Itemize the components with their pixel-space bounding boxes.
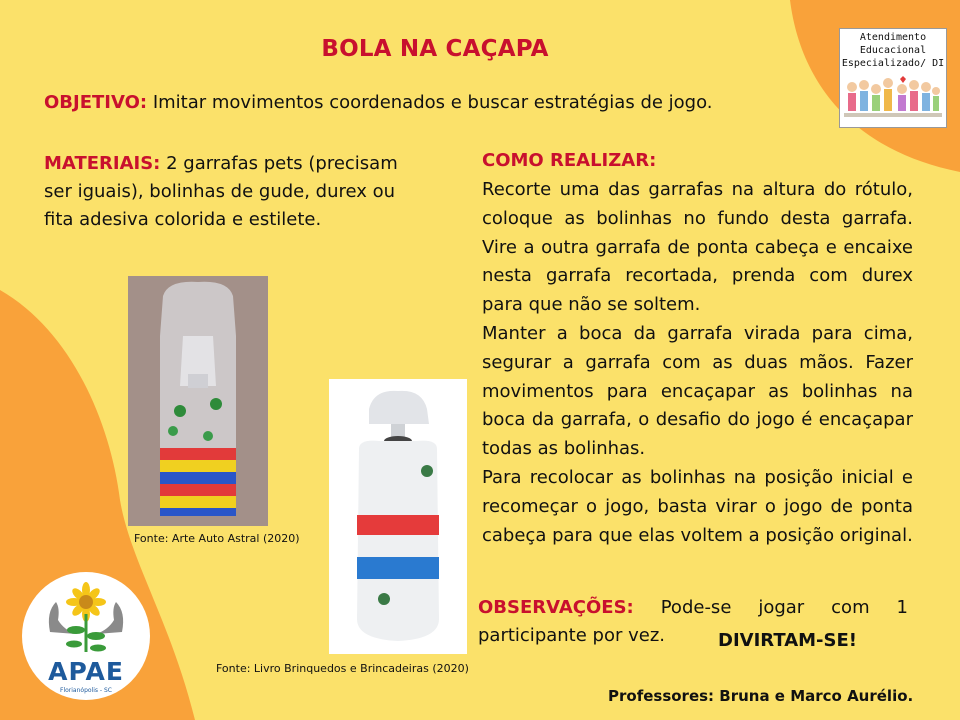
- apae-name: APAE: [48, 657, 124, 686]
- como-realizar-body: [482, 176, 913, 550]
- observacoes-text: Pode-se jogar com 1 participante por vez.: [478, 597, 908, 646]
- materiais-text: 2 garrafas pets (precisam ser iguais), bolinhas de gude, durex ou fita adesiva colorida e estilete.: [44, 153, 398, 230]
- como-realizar-paragraph: Para recolocar as bolinhas na posição inicial e recomeçar o jogo, basta virar o jogo de ponta cabeça para que elas voltem a posição original.: [482, 466, 913, 546]
- aee-line: Educacional: [859, 45, 927, 56]
- photo2-caption: Fonte: Livro Brinquedos e Brincadeiras (2020): [216, 662, 469, 675]
- children-illustration-icon: [844, 73, 942, 125]
- aee-badge: [839, 28, 947, 128]
- aee-line: Atendimento: [859, 32, 927, 43]
- professores-credit: Professores: Bruna e Marco Aurélio.: [608, 687, 914, 705]
- como-realizar-paragraph: Manter a boca da garrafa virada para cima, segurar a garrafa com as duas mãos. Fazer movimentos para encaçapar as bolinhas na boca da garrafa, o desafio do jogo é encaçapar todas as bolinhas.: [482, 322, 913, 460]
- divirtam-text: DIVIRTAM-SE!: [718, 630, 857, 651]
- materiais-label: MATERIAIS:: [44, 153, 161, 174]
- aee-badge-text: [840, 31, 946, 70]
- sunflower-hands-icon: [22, 572, 150, 662]
- bottle-photo-1: [128, 276, 268, 526]
- como-realizar-paragraph: Recorte uma das garrafas na altura do rótulo, coloque as bolinhas no fundo desta garrafa. Vire a outra garrafa de ponta cabeça e encaixe nesta garrafa recortada, prenda com durex para que não se soltem.: [482, 179, 913, 316]
- objetivo-section: [44, 92, 713, 113]
- aee-line: Especializado/ DI: [841, 58, 945, 69]
- bottle-photo-2: [329, 379, 467, 654]
- como-realizar-label: COMO REALIZAR:: [482, 150, 657, 171]
- objetivo-label: OBJETIVO:: [44, 92, 148, 113]
- photo1-caption: Fonte: Arte Auto Astral (2020): [134, 532, 300, 545]
- objetivo-text: Imitar movimentos coordenados e buscar estratégias de jogo.: [147, 92, 713, 113]
- observacoes-label: OBSERVAÇÕES:: [478, 597, 634, 618]
- apae-city: Florianópolis - SC: [60, 687, 112, 694]
- page-title: BOLA NA CAÇAPA: [321, 36, 549, 62]
- materiais-section: [44, 150, 429, 234]
